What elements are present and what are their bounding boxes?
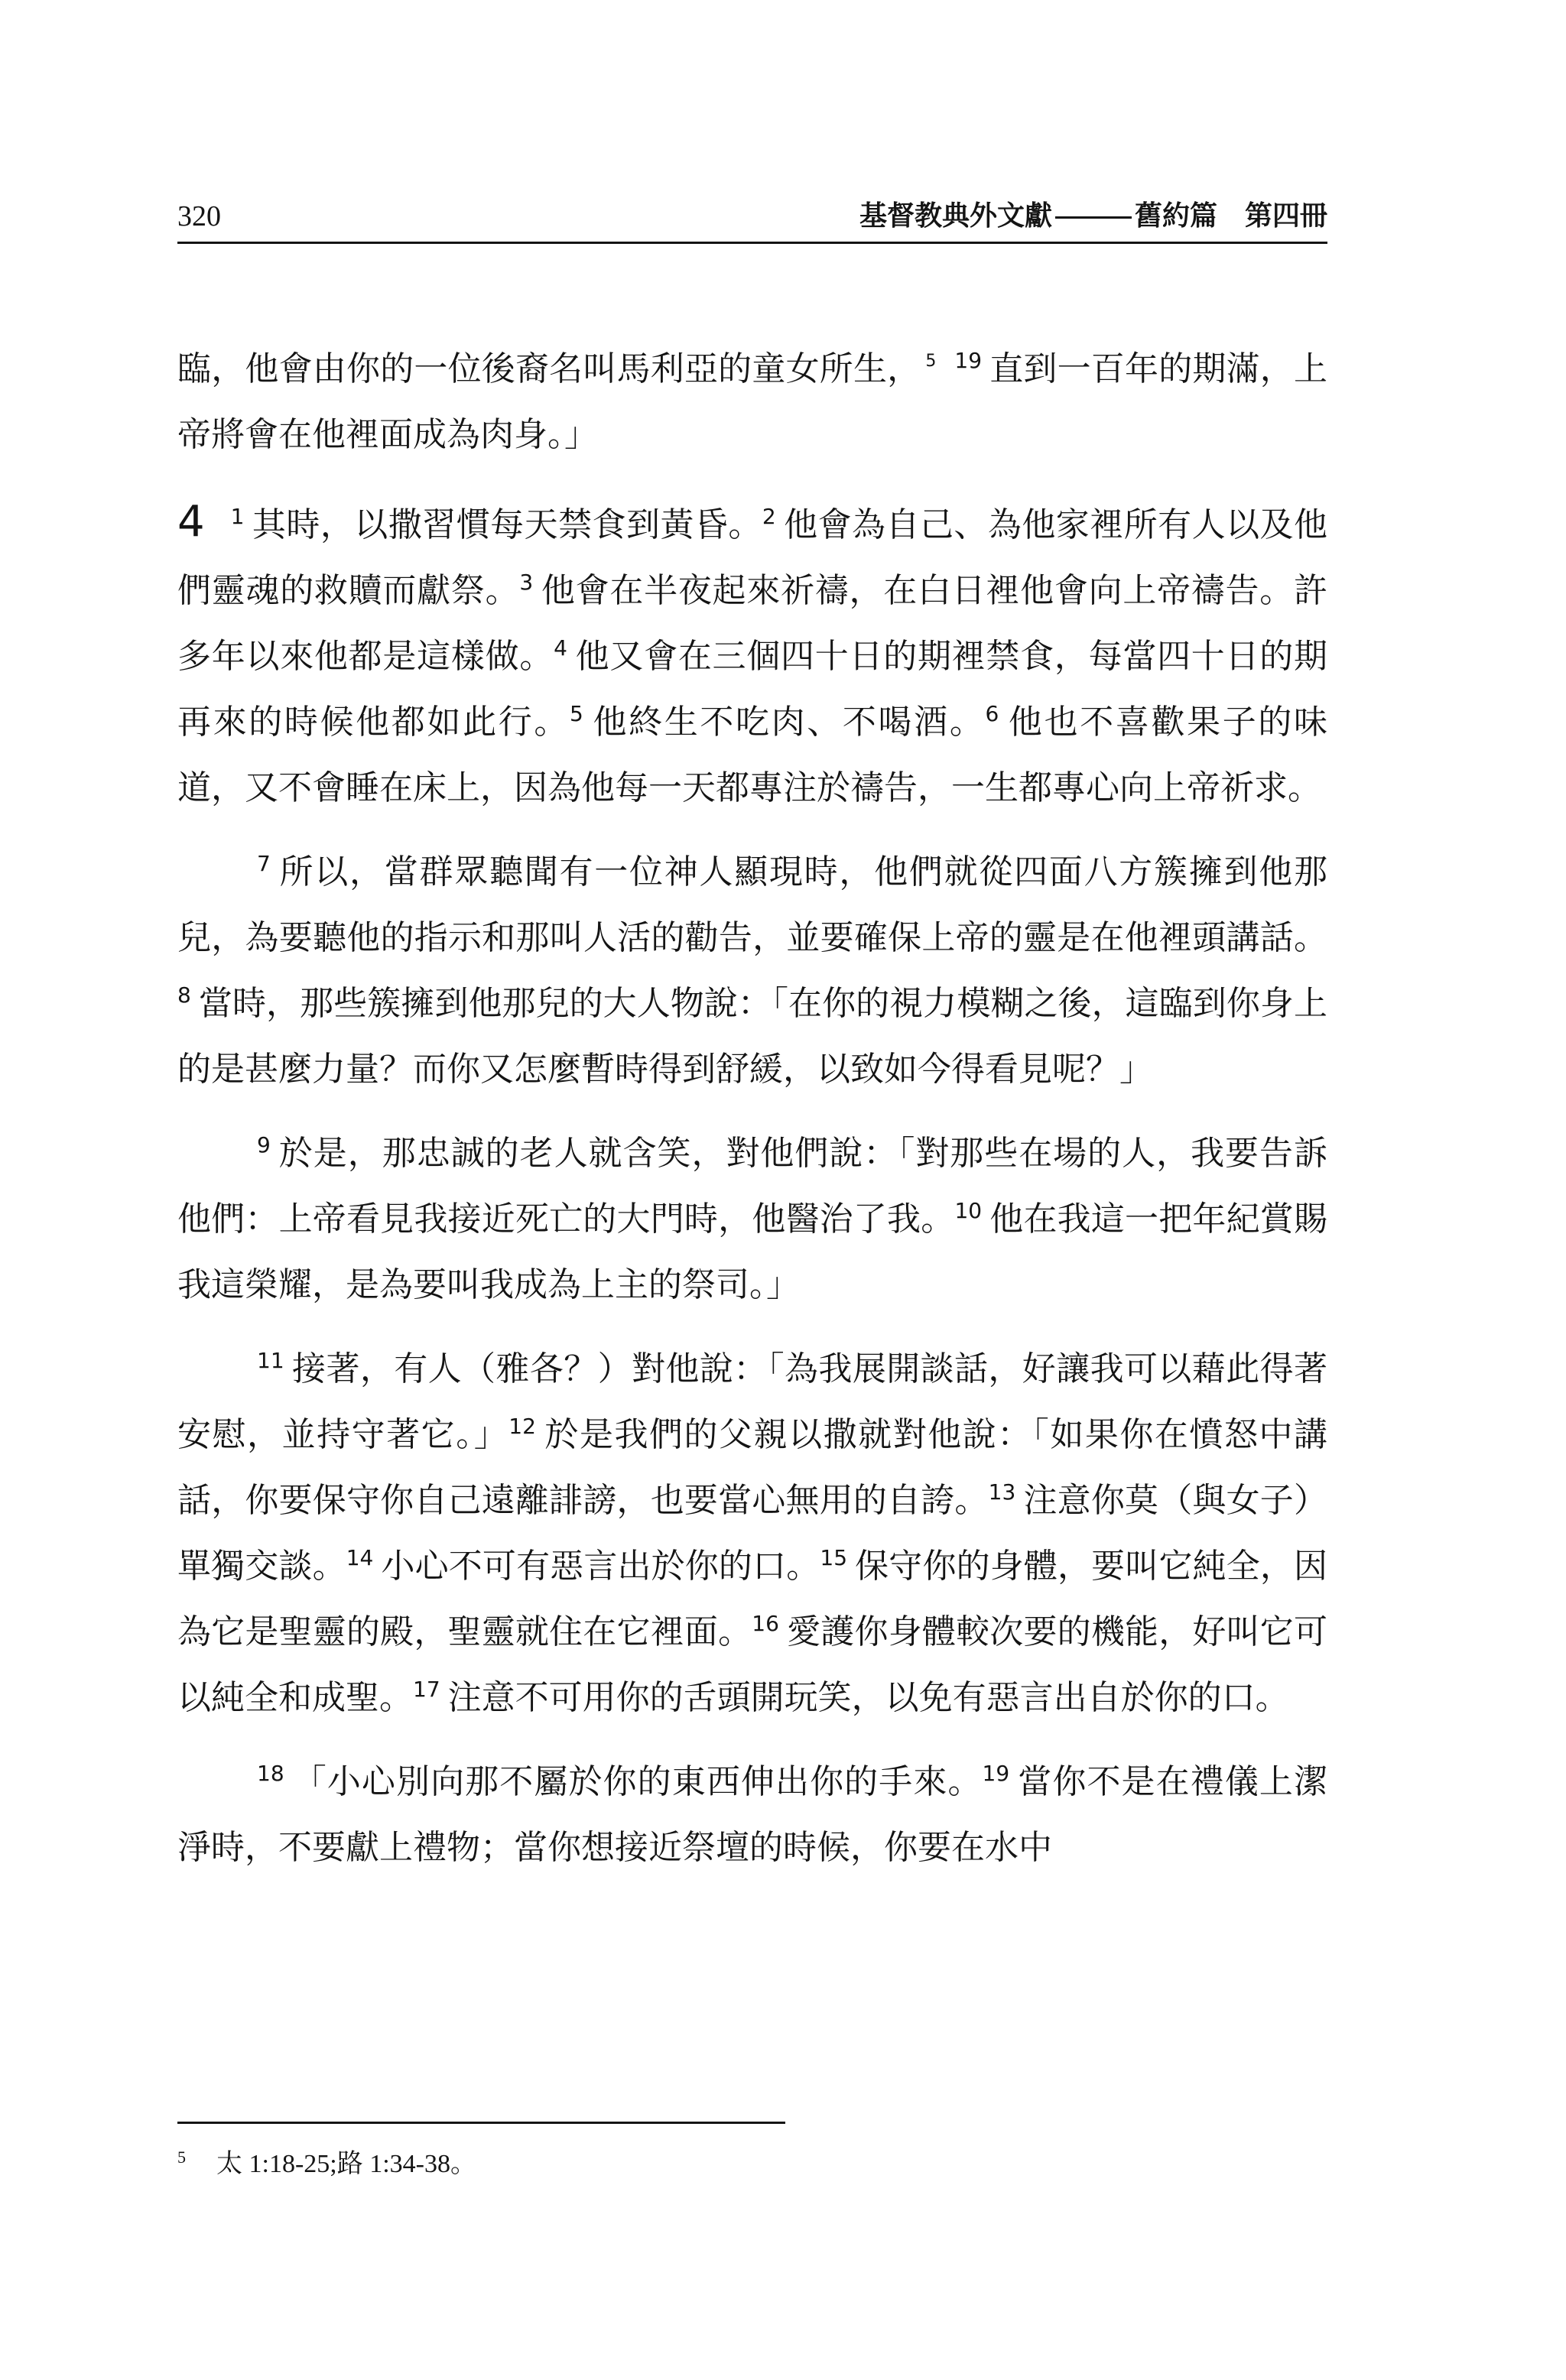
verse-text: 於是我們的父親以撒就對他說：「如果你在憤怒中講話，你要保守你自己遠離誹謗，也要當心無用的自誇。 — [177, 1415, 1328, 1520]
paragraph-verse-9 — [177, 1121, 1327, 1318]
verse-number: 3 — [519, 570, 534, 595]
main-text — [177, 336, 1327, 1899]
paragraph-verse-11 — [177, 1336, 1327, 1731]
footnote-mark: 5 — [177, 2148, 186, 2167]
verse-number: 17 — [413, 1677, 440, 1702]
verse-text: 於是，那忠誠的老人就含笑，對他們說：「對那些在場的人，我要告訴他們：上帝看見我接近死亡的大門時，他醫治了我。 — [177, 1134, 1327, 1239]
paragraph-verse-18 — [177, 1749, 1327, 1881]
section-title: 舊約篇 — [1134, 200, 1217, 232]
paragraph-chapter-4 — [177, 489, 1327, 821]
verse-text: 接著，有人（雅各？）對他說：「為我展開談話，好讓我可以藉此得著安慰，並持守著它。」 — [177, 1349, 1327, 1454]
footnote-reference: 5 — [925, 352, 937, 371]
verse-text: 所以，當群眾聽聞有一位神人顯現時，他們就從四面八方簇擁到他那兒，為要聽他的指示和那叫人活的勸告，並要確保上帝的靈是在他裡頭講話。 — [177, 852, 1327, 957]
paragraph-verse-7 — [177, 839, 1327, 1102]
verse-text: 他又會在三個四十日的期裡禁食，每當四十日的期再來的時候他都如此行。 — [177, 637, 1328, 742]
verse-number: 13 — [988, 1479, 1016, 1505]
verse-text: 他會在半夜起來祈禱，在白日裡他會向上帝禱告。許多年以來他都是這樣做。 — [177, 571, 1328, 676]
verse-text: 臨，他會由你的一位後裔名叫馬利亞的童女所生， — [177, 349, 921, 388]
verse-text: 他終生不吃肉、不喝酒。 — [590, 703, 986, 742]
verse-text: 他也不喜歡果子的味道，又不會睡在床上，因為他每一天都專注於禱告，一生都專心向上帝祈求。 — [177, 703, 1328, 807]
verse-text: 當你不是在禮儀上潔淨時，不要獻上禮物；當你想接近祭壇的時候，你要在水中 — [177, 1762, 1328, 1867]
footnote-divider — [177, 2122, 785, 2124]
footnote — [177, 2141, 476, 2181]
verse-text: 愛護你身體較次要的機能，好叫它可以純全和成聖。 — [177, 1612, 1328, 1717]
verse-text: 注意你莫（與女子）單獨交談。 — [177, 1481, 1327, 1586]
verse-number: 2 — [762, 504, 776, 529]
verse-text: 直到一百年的期滿，上帝將會在他裡面成為肉身。」 — [177, 349, 1328, 454]
verse-number: 10 — [954, 1198, 983, 1223]
page-number: 320 — [177, 200, 221, 232]
verse-text: 注意不可用你的舌頭開玩笑，以免有惡言出自於你的口。 — [447, 1678, 1289, 1717]
verse-number: 19 — [954, 348, 983, 373]
chapter-number: 4 — [177, 497, 205, 547]
verse-number: 12 — [508, 1414, 536, 1439]
verse-number: 15 — [820, 1545, 848, 1570]
verse-number: 19 — [982, 1761, 1010, 1786]
verse-number: 9 — [257, 1132, 271, 1158]
verse-text: 當時，那些簇擁到他那兒的大人物說：「在你的視力模糊之後，這臨到你身上的是甚麼力量？而你又怎麼暫時得到舒緩，以致如今得看見呢？」 — [177, 984, 1327, 1089]
book-title: 基督教典外文獻 — [859, 200, 1052, 232]
verse-number: 11 — [257, 1348, 284, 1373]
verse-number: 5 — [570, 701, 583, 726]
verse-number: 7 — [257, 851, 271, 876]
verse-number: 6 — [985, 701, 999, 726]
volume-label: 第四冊 — [1244, 200, 1327, 232]
verse-text: 其時，以撒習慣每天禁食到黃昏。 — [252, 505, 762, 544]
verse-text: 他會為自己、為他家裡所有人以及他們靈魂的救贖而獻祭。 — [177, 505, 1328, 610]
verse-number: 8 — [177, 982, 191, 1008]
running-header — [177, 197, 1327, 244]
verse-text: 他在我這一把年紀賞賜我這榮耀，是為要叫我成為上主的祭司。」 — [177, 1200, 1328, 1304]
verse-number: 18 — [257, 1761, 284, 1786]
verse-number: 16 — [752, 1611, 779, 1636]
running-title — [859, 197, 1327, 235]
em-dash-rule — [1055, 216, 1132, 219]
verse-text: 小心不可有惡言出於你的口。 — [381, 1547, 820, 1586]
verse-number: 14 — [346, 1545, 374, 1570]
verse-number: 4 — [554, 635, 567, 661]
paragraph-continuation — [177, 336, 1327, 468]
verse-number: 1 — [230, 504, 245, 529]
verse-text: 保守你的身體，要叫它純全，因為它是聖靈的殿，聖靈就住在它裡面。 — [177, 1547, 1328, 1651]
verse-text: 「小心別向那不屬於你的東西伸出你的手來。 — [291, 1762, 983, 1801]
footnote-text: 太 1:18-25;路 1:34-38。 — [216, 2150, 476, 2178]
